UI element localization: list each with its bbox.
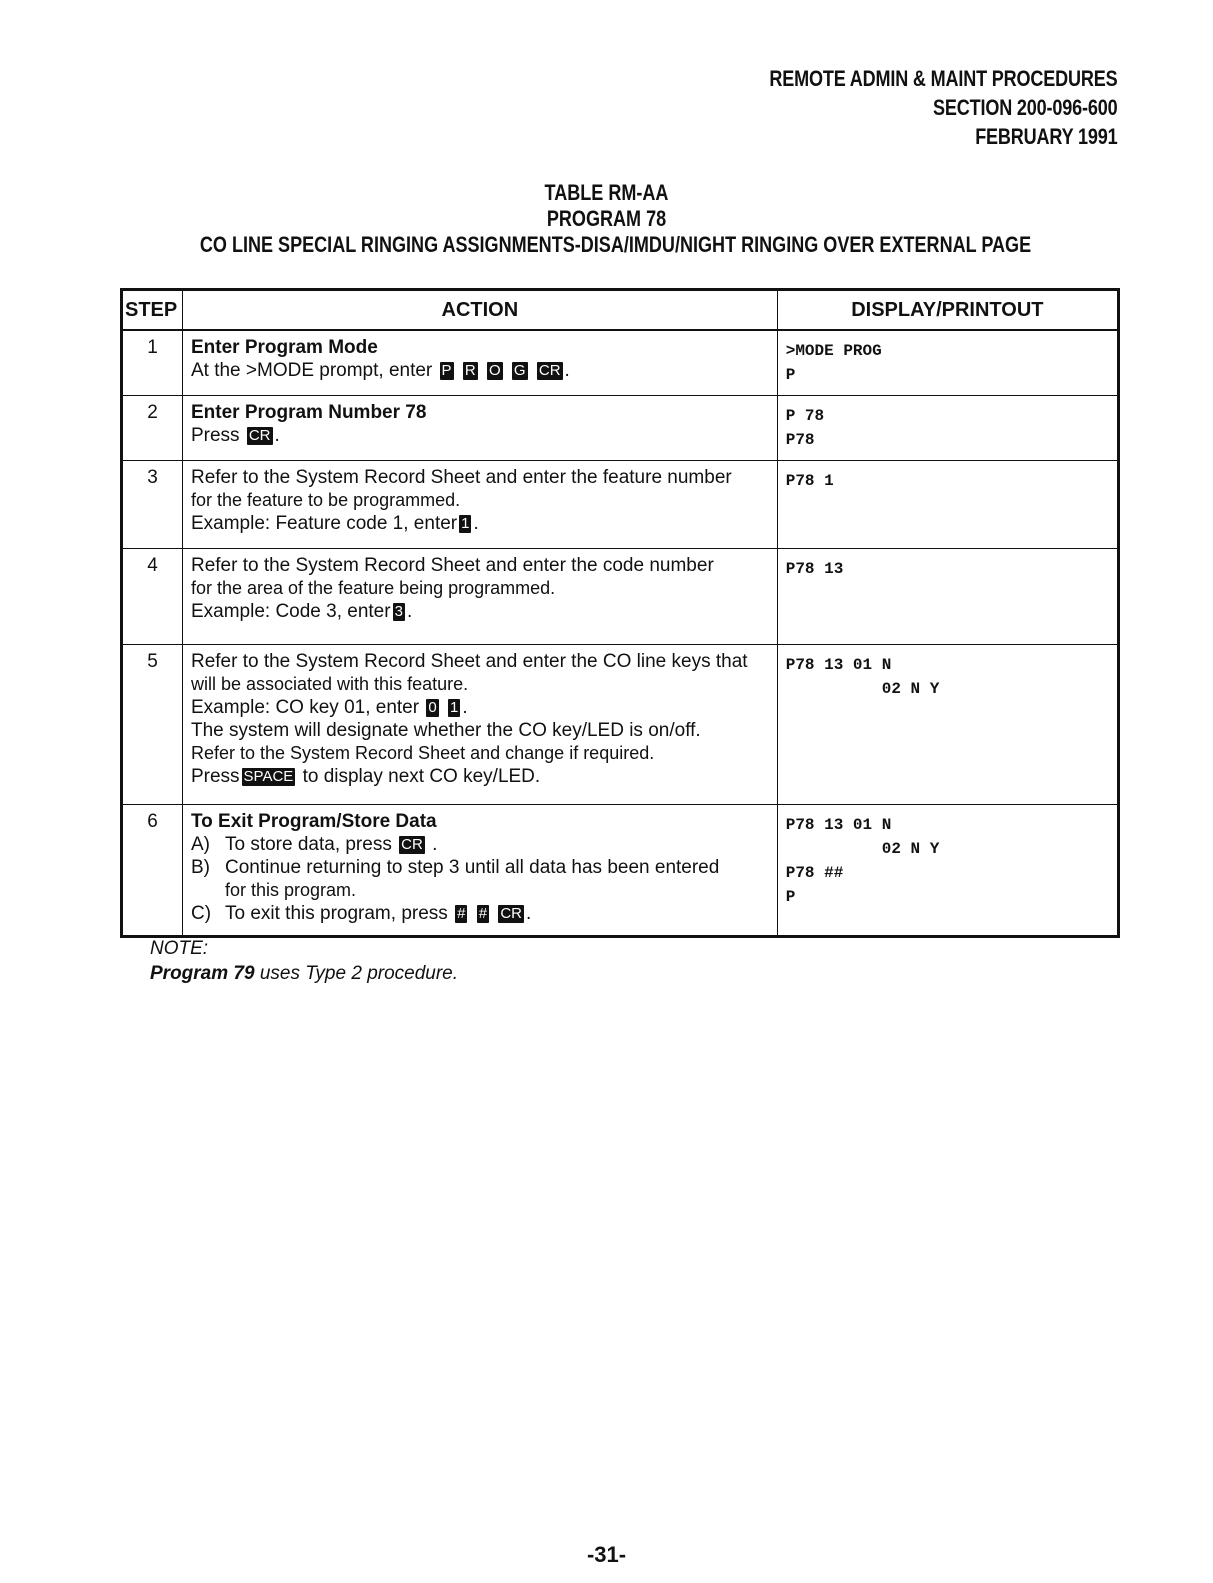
key-cr: CR (401, 836, 423, 853)
option-label: B) (190, 857, 210, 878)
example-text: Example: Feature code 1, enter (190, 513, 458, 534)
procedure-table (120, 288, 1120, 938)
action-line: Refer to the System Record Sheet and enter the feature number (190, 467, 732, 488)
header-display: DISPLAY/PRINTOUT (777, 290, 1118, 331)
press-text: Press (190, 766, 240, 787)
action-period: . (462, 697, 468, 718)
key-0: 0 (428, 699, 437, 716)
option-label: C) (190, 903, 212, 924)
option-text: To store data, press (224, 834, 392, 855)
display-printout: P78 13 01 N 02 N Y P78 ## P (777, 805, 1118, 937)
key-1: 1 (461, 515, 470, 532)
action-line (191, 424, 769, 447)
header-line-1: REMOTE ADMIN & MAINT PROCEDURES (768, 66, 1117, 91)
display-printout: >MODE PROG P (777, 330, 1118, 396)
table-row (122, 461, 1119, 549)
action-line: will be associated with this feature. (190, 674, 469, 694)
key-1: 1 (449, 699, 459, 716)
option-label: A) (190, 834, 210, 855)
step-number: 4 (122, 549, 183, 645)
program-subtitle: CO LINE SPECIAL RINGING ASSIGNMENTS-DISA/IMDU/NIGHT RINGING OVER EXTERNAL PAGE (199, 232, 1032, 257)
action-cell (182, 396, 777, 461)
table-header-row (122, 290, 1119, 331)
document-header (769, 64, 1117, 151)
action-example (191, 696, 769, 719)
action-cell (182, 330, 777, 396)
note (150, 936, 458, 986)
action-line: for the area of the feature being programmed. (190, 578, 556, 598)
option-c (191, 902, 769, 925)
action-period: . (406, 601, 413, 622)
table-row (122, 645, 1119, 805)
action-line (191, 359, 769, 382)
key-r: R (464, 362, 476, 379)
program-title: PROGRAM 78 (546, 206, 667, 231)
step-number: 1 (122, 330, 183, 396)
table-id: TABLE RM-AA (544, 180, 669, 205)
key-hash: # (457, 905, 466, 922)
option-text: To exit this program, press (224, 903, 448, 924)
header-action: ACTION (182, 290, 777, 331)
header-line-2: SECTION 200-096-600 (932, 95, 1117, 120)
step-number: 3 (122, 461, 183, 549)
action-line: Refer to the System Record Sheet and enter the CO line keys that (190, 651, 748, 672)
action-example (191, 600, 769, 623)
key-cr: CR (538, 362, 561, 379)
action-cell (182, 549, 777, 645)
table-row (122, 805, 1119, 937)
action-line: Refer to the System Record Sheet and enter the code number (190, 555, 714, 576)
option-a (191, 833, 769, 856)
action-line: for the feature to be programmed. (190, 490, 461, 510)
action-period: . (525, 903, 532, 924)
table-title (0, 180, 1213, 258)
display-printout: P 78 P78 (777, 396, 1118, 461)
option-text: Continue returning to step 3 until all data has been entered (224, 857, 720, 878)
action-text: At the >MODE prompt, enter (190, 360, 433, 381)
display-printout: P78 13 01 N 02 N Y (777, 645, 1118, 805)
action-heading: Enter Program Number 78 (190, 402, 427, 423)
step-number: 6 (122, 805, 183, 937)
page-number: -31- (586, 1542, 627, 1567)
key-g: G (513, 362, 526, 379)
action-heading: To Exit Program/Store Data (190, 811, 437, 832)
action-example (191, 512, 769, 535)
header-line-3: FEBRUARY 1991 (974, 124, 1117, 149)
action-cell (182, 461, 777, 549)
step-number: 5 (122, 645, 183, 805)
key-o: O (488, 362, 501, 379)
key-hash: # (478, 905, 488, 922)
option-b-continued: for this program. (224, 880, 357, 900)
action-period: . (274, 425, 280, 446)
press-after-text: to display next CO key/LED. (302, 766, 541, 787)
action-period: . (564, 360, 570, 381)
table-row (122, 549, 1119, 645)
header-step: STEP (122, 290, 183, 331)
display-printout: P78 1 (777, 461, 1118, 549)
action-line: The system will designate whether the CO key/LED is on/off. (190, 720, 701, 741)
action-line: Refer to the System Record Sheet and change if required. (190, 743, 655, 763)
key-p: P (441, 362, 452, 379)
example-text: Example: CO key 01, enter (190, 697, 420, 718)
table-row (122, 330, 1119, 396)
action-period: . (432, 834, 438, 855)
action-heading: Enter Program Mode (190, 337, 378, 358)
option-b (191, 856, 769, 879)
key-3: 3 (394, 603, 403, 620)
action-cell (182, 645, 777, 805)
action-line (191, 765, 769, 788)
action-period: . (473, 513, 479, 534)
note-body: uses Type 2 procedure. (254, 963, 459, 984)
action-text: Press (190, 425, 240, 446)
key-cr: CR (500, 905, 522, 922)
table-row (122, 396, 1119, 461)
step-number: 2 (122, 396, 183, 461)
display-printout: P78 13 (777, 549, 1118, 645)
note-program: Program 79 (150, 963, 255, 984)
example-text: Example: Code 3, enter (190, 601, 391, 622)
note-label: NOTE: (150, 938, 209, 959)
note-text (150, 961, 458, 986)
action-cell (182, 805, 777, 937)
key-cr: CR (248, 427, 271, 444)
key-space: SPACE (243, 768, 294, 785)
